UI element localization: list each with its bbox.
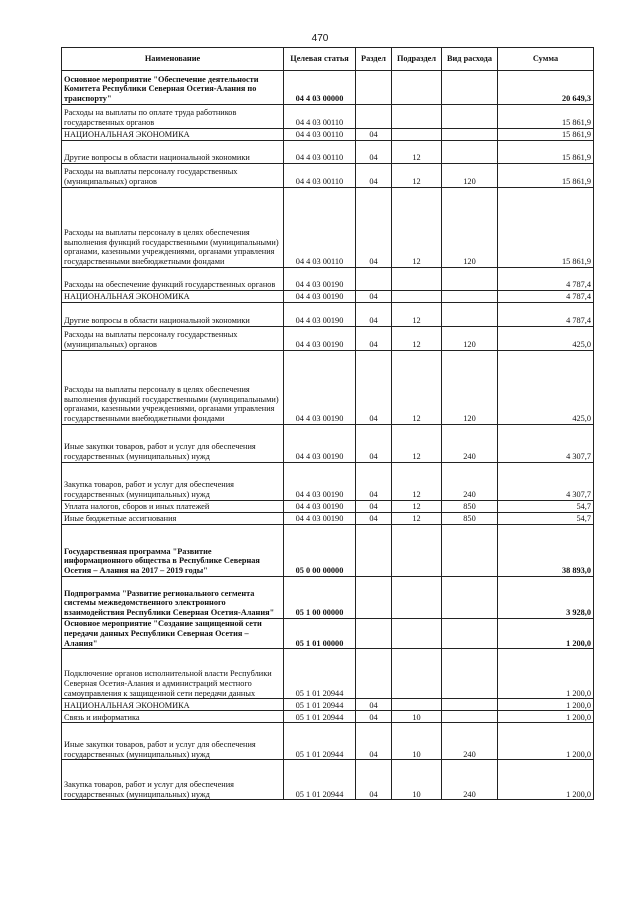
- row-target-code: 04 4 03 00190: [284, 268, 356, 291]
- row-name: Иные закупки товаров, работ и услуг для обеспечения государственных (муниципальных) нужд: [62, 723, 284, 760]
- table-row: [62, 425, 594, 463]
- row-name: Закупка товаров, работ и услуг для обеспечения государственных (муниципальных) нужд: [62, 760, 284, 800]
- row-target-code: 05 1 00 00000: [284, 577, 356, 619]
- table-row: [62, 188, 594, 268]
- row-expense-type: [442, 129, 498, 141]
- row-target-code: 04 4 03 00000: [284, 71, 356, 105]
- row-expense-type: 120: [442, 188, 498, 268]
- row-name: Закупка товаров, работ и услуг для обеспечения государственных (муниципальных) нужд: [62, 463, 284, 501]
- row-sum: 1 200,0: [498, 649, 594, 699]
- header-code: Целевая статья: [284, 48, 356, 71]
- row-target-code: 05 1 01 20944: [284, 711, 356, 723]
- row-subsection: 10: [392, 711, 442, 723]
- row-section: 04: [356, 463, 392, 501]
- header-type: Вид расхода: [442, 48, 498, 71]
- row-section: [356, 619, 392, 649]
- row-sum: 1 200,0: [498, 760, 594, 800]
- row-name: Расходы на выплаты персоналу государственных (муниципальных) органов: [62, 164, 284, 188]
- row-name: Расходы на обеспечение функций государственных органов: [62, 268, 284, 291]
- row-target-code: 04 4 03 00190: [284, 513, 356, 525]
- row-target-code: 04 4 03 00190: [284, 291, 356, 303]
- header-subsection: Подраздел: [392, 48, 442, 71]
- row-sum: 4 787,4: [498, 303, 594, 327]
- table-header-row: [62, 48, 594, 71]
- row-sum: 4 307,7: [498, 463, 594, 501]
- row-sum: 1 200,0: [498, 619, 594, 649]
- row-sum: 3 928,0: [498, 577, 594, 619]
- row-name: Связь и информатика: [62, 711, 284, 723]
- row-target-code: 04 4 03 00110: [284, 105, 356, 129]
- row-name: Расходы на выплаты персоналу в целях обеспечения выполнения функций государственными (муниципальными) органами, казенными учреждениями, органами управления государственными внебюджетными фондами: [62, 188, 284, 268]
- row-subsection: 12: [392, 327, 442, 351]
- row-subsection: [392, 619, 442, 649]
- row-target-code: 04 4 03 00110: [284, 164, 356, 188]
- row-target-code: 04 4 03 00190: [284, 425, 356, 463]
- row-section: 04: [356, 513, 392, 525]
- row-expense-type: 240: [442, 723, 498, 760]
- row-expense-type: 240: [442, 760, 498, 800]
- table-row: [62, 268, 594, 291]
- row-subsection: 10: [392, 723, 442, 760]
- row-sum: 4 787,4: [498, 268, 594, 291]
- row-section: [356, 268, 392, 291]
- row-subsection: 12: [392, 501, 442, 513]
- row-target-code: 05 0 00 00000: [284, 525, 356, 577]
- row-target-code: 04 4 03 00190: [284, 351, 356, 425]
- row-section: [356, 105, 392, 129]
- table-row: [62, 699, 594, 711]
- row-section: [356, 649, 392, 699]
- row-subsection: 12: [392, 188, 442, 268]
- row-name: Подключение органов исполнительной власти Республики Северная Осетия-Алания и администраций местного самоуправления к защищенной сети передачи данных: [62, 649, 284, 699]
- header-sum: Сумма: [498, 48, 594, 71]
- row-section: 04: [356, 425, 392, 463]
- row-section: 04: [356, 351, 392, 425]
- row-section: 04: [356, 711, 392, 723]
- row-name: НАЦИОНАЛЬНАЯ ЭКОНОМИКА: [62, 291, 284, 303]
- row-target-code: 05 1 01 20944: [284, 723, 356, 760]
- row-subsection: [392, 649, 442, 699]
- row-expense-type: [442, 268, 498, 291]
- row-section: 04: [356, 501, 392, 513]
- row-sum: 4 787,4: [498, 291, 594, 303]
- row-target-code: 04 4 03 00190: [284, 303, 356, 327]
- row-subsection: 10: [392, 760, 442, 800]
- row-name: Основное мероприятие "Обеспечение деятельности Комитета Республики Северная Осетия-Алания по транспорту": [62, 71, 284, 105]
- row-sum: 15 861,9: [498, 105, 594, 129]
- row-section: 04: [356, 129, 392, 141]
- row-expense-type: 120: [442, 164, 498, 188]
- row-subsection: [392, 525, 442, 577]
- row-target-code: 04 4 03 00110: [284, 129, 356, 141]
- row-section: 04: [356, 327, 392, 351]
- row-sum: 425,0: [498, 327, 594, 351]
- table-row: [62, 711, 594, 723]
- header-name: Наименование: [62, 48, 284, 71]
- row-sum: 15 861,9: [498, 129, 594, 141]
- row-sum: 4 307,7: [498, 425, 594, 463]
- row-subsection: 12: [392, 164, 442, 188]
- row-target-code: 04 4 03 00190: [284, 463, 356, 501]
- row-name: Иные бюджетные ассигнования: [62, 513, 284, 525]
- row-sum: 1 200,0: [498, 711, 594, 723]
- row-target-code: 05 1 01 20944: [284, 699, 356, 711]
- row-sum: 20 649,3: [498, 71, 594, 105]
- row-expense-type: 240: [442, 463, 498, 501]
- row-target-code: 04 4 03 00190: [284, 501, 356, 513]
- row-sum: 54,7: [498, 501, 594, 513]
- table-row: [62, 141, 594, 164]
- row-section: [356, 525, 392, 577]
- table-row: [62, 649, 594, 699]
- row-expense-type: 240: [442, 425, 498, 463]
- row-expense-type: [442, 649, 498, 699]
- table-row: [62, 723, 594, 760]
- row-section: [356, 71, 392, 105]
- row-subsection: 12: [392, 303, 442, 327]
- row-subsection: 12: [392, 351, 442, 425]
- budget-table: [61, 47, 594, 800]
- row-name: Другие вопросы в области национальной экономики: [62, 303, 284, 327]
- row-subsection: 12: [392, 141, 442, 164]
- table-row: [62, 105, 594, 129]
- page-number: 470: [311, 33, 329, 44]
- row-expense-type: [442, 577, 498, 619]
- row-section: 04: [356, 303, 392, 327]
- row-expense-type: [442, 303, 498, 327]
- row-expense-type: [442, 71, 498, 105]
- table-row: [62, 351, 594, 425]
- table-row: [62, 513, 594, 525]
- row-expense-type: 850: [442, 513, 498, 525]
- row-subsection: [392, 268, 442, 291]
- row-name: Государственная программа "Развитие информационного общества в Республике Северная Осетия – Алания на 2017 – 2019 годы": [62, 525, 284, 577]
- table-row: [62, 501, 594, 513]
- row-subsection: 12: [392, 425, 442, 463]
- row-name: Расходы на выплаты персоналу в целях обеспечения выполнения функций государственными (муниципальными) органами, казенными учреждениями, органами управления государственными внебюджетными фондами: [62, 351, 284, 425]
- row-subsection: 12: [392, 463, 442, 501]
- row-name: Иные закупки товаров, работ и услуг для обеспечения государственных (муниципальных) нужд: [62, 425, 284, 463]
- row-name: Уплата налогов, сборов и иных платежей: [62, 501, 284, 513]
- row-name: Подпрограмма "Развитие регионального сегмента системы межведомственного электронного взаимодействия Республики Северная Осетия-Алания": [62, 577, 284, 619]
- row-name: Расходы на выплаты персоналу государственных (муниципальных) органов: [62, 327, 284, 351]
- row-target-code: 05 1 01 20944: [284, 649, 356, 699]
- row-sum: 1 200,0: [498, 699, 594, 711]
- row-target-code: 05 1 01 20944: [284, 760, 356, 800]
- row-expense-type: 120: [442, 327, 498, 351]
- table-row: [62, 303, 594, 327]
- row-subsection: [392, 291, 442, 303]
- table-row: [62, 525, 594, 577]
- row-section: 04: [356, 291, 392, 303]
- row-subsection: [392, 699, 442, 711]
- row-section: 04: [356, 760, 392, 800]
- header-section: Раздел: [356, 48, 392, 71]
- table-row: [62, 71, 594, 105]
- table-row: [62, 577, 594, 619]
- row-name: НАЦИОНАЛЬНАЯ ЭКОНОМИКА: [62, 129, 284, 141]
- row-sum: 1 200,0: [498, 723, 594, 760]
- row-sum: 54,7: [498, 513, 594, 525]
- table-row: [62, 327, 594, 351]
- row-expense-type: [442, 141, 498, 164]
- row-sum: 15 861,9: [498, 164, 594, 188]
- row-name: Основное мероприятие "Создание защищенной сети передачи данных Республики Северная Осетия – Алания": [62, 619, 284, 649]
- row-name: Расходы на выплаты по оплате труда работников государственных органов: [62, 105, 284, 129]
- row-section: 04: [356, 141, 392, 164]
- row-expense-type: [442, 619, 498, 649]
- row-sum: 15 861,9: [498, 141, 594, 164]
- row-target-code: 05 1 01 00000: [284, 619, 356, 649]
- table-row: [62, 463, 594, 501]
- row-sum: 425,0: [498, 351, 594, 425]
- row-name: НАЦИОНАЛЬНАЯ ЭКОНОМИКА: [62, 699, 284, 711]
- row-section: 04: [356, 699, 392, 711]
- row-subsection: [392, 577, 442, 619]
- row-name: Другие вопросы в области национальной экономики: [62, 141, 284, 164]
- row-expense-type: [442, 525, 498, 577]
- row-subsection: 12: [392, 513, 442, 525]
- row-section: [356, 577, 392, 619]
- row-sum: 15 861,9: [498, 188, 594, 268]
- row-expense-type: [442, 105, 498, 129]
- row-target-code: 04 4 03 00190: [284, 327, 356, 351]
- row-subsection: [392, 105, 442, 129]
- row-sum: 38 893,0: [498, 525, 594, 577]
- row-expense-type: [442, 699, 498, 711]
- row-target-code: 04 4 03 00110: [284, 188, 356, 268]
- row-expense-type: 120: [442, 351, 498, 425]
- table-row: [62, 129, 594, 141]
- table-row: [62, 164, 594, 188]
- table-row: [62, 619, 594, 649]
- row-section: 04: [356, 188, 392, 268]
- row-section: 04: [356, 723, 392, 760]
- table-row: [62, 760, 594, 800]
- row-target-code: 04 4 03 00110: [284, 141, 356, 164]
- row-section: 04: [356, 164, 392, 188]
- row-expense-type: 850: [442, 501, 498, 513]
- row-subsection: [392, 129, 442, 141]
- row-expense-type: [442, 711, 498, 723]
- table-row: [62, 291, 594, 303]
- row-expense-type: [442, 291, 498, 303]
- row-subsection: [392, 71, 442, 105]
